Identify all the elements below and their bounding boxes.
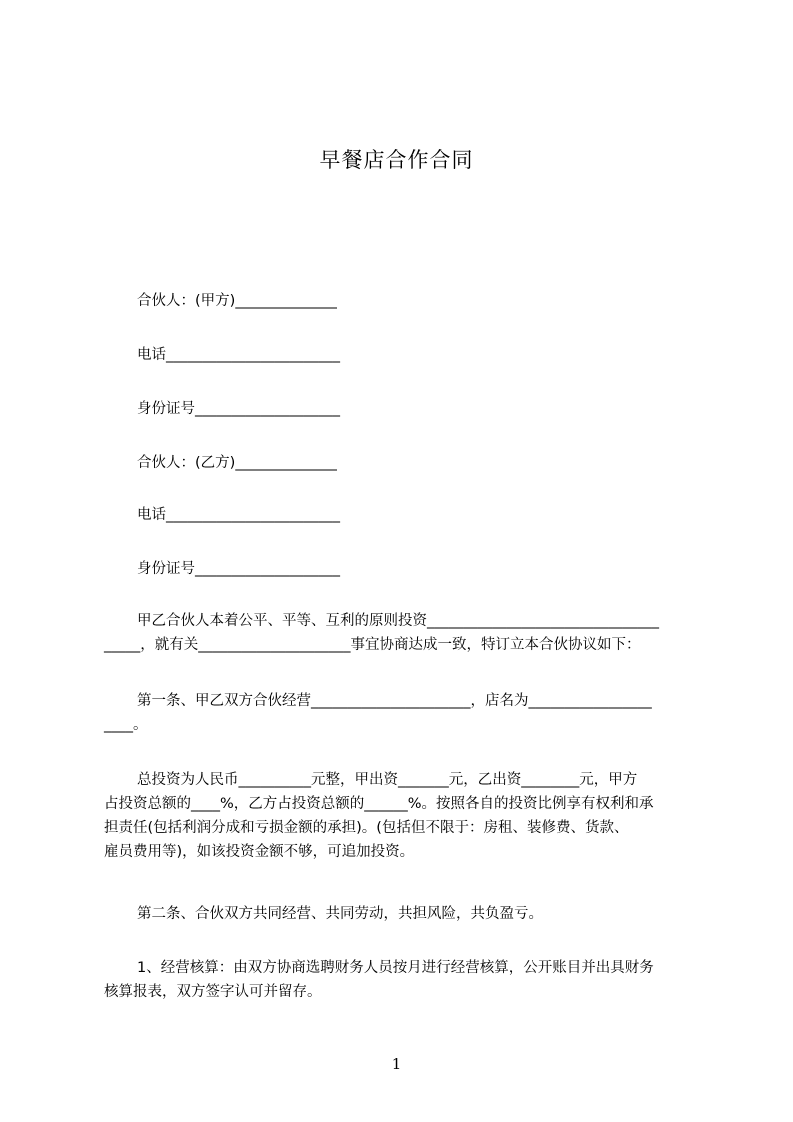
paragraph-line: 总投资为人民币__________元整，甲出资_______元，乙出资________元，甲方 xyxy=(137,772,638,788)
accounting-paragraph xyxy=(104,956,704,1004)
paragraph-line: 第一条、甲乙双方合伙经营______________________，店名为_________________ xyxy=(137,693,652,709)
paragraph-line: ____。 xyxy=(104,717,148,733)
page-number: 1 xyxy=(391,1055,402,1073)
paragraph-line: 雇员费用等)，如该投资金额不够，可追加投资。 xyxy=(104,844,415,860)
paragraph-line: 甲乙合伙人本着公平、平等、互利的原则投资________________________________ xyxy=(137,613,659,629)
partner-b-field: 合伙人：(乙方)______________ xyxy=(137,455,337,471)
paragraph-line: 核算报表，双方签字认可并留存。 xyxy=(104,984,322,1000)
partner-a-id-field: 身份证号____________________ xyxy=(137,401,340,417)
paragraph-line: 第二条、合伙双方共同经营、共同劳动，共担风险，共负盈亏。 xyxy=(137,906,543,922)
paragraph-line: 占投资总额的____%，乙方占投资总额的______%。按照各自的投资比例享有权利和承 xyxy=(104,796,654,812)
partner-a-phone-field: 电话________________________ xyxy=(137,347,340,363)
partner-b-id-field: 身份证号____________________ xyxy=(137,561,340,577)
article-1-paragraph xyxy=(104,689,704,737)
partner-b-phone-field: 电话________________________ xyxy=(137,507,340,523)
document-title: 早餐店合作合同 xyxy=(319,148,474,172)
paragraph-line: 1、经营核算：由双方协商选聘财务人员按月进行经营核算，公开账目并出具财务 xyxy=(137,960,654,976)
paragraph-line: _____，就有关_____________________事宜协商达成一致，特订立本合伙协议如下： xyxy=(104,637,641,653)
partner-a-field: 合伙人：(甲方)______________ xyxy=(137,293,337,309)
investment-paragraph xyxy=(104,768,704,864)
article-2-paragraph xyxy=(104,902,704,926)
paragraph-line: 担责任(包括利润分成和亏损金额的承担)。(包括但不限于：房租、装修费、货款、 xyxy=(104,820,629,836)
preamble-paragraph xyxy=(104,609,704,657)
